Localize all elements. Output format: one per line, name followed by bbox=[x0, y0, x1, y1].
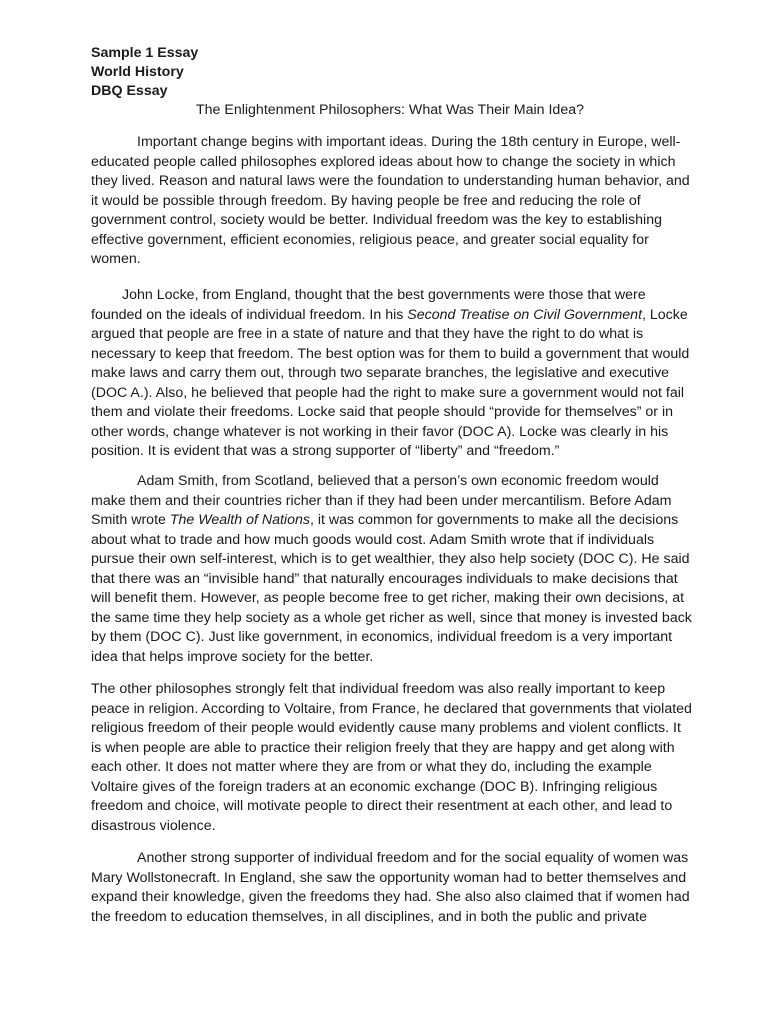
text-line: the freedom to education themselves, in all disciplines, and in both the public and private bbox=[91, 908, 648, 925]
header-line-type: DBQ Essay bbox=[91, 83, 168, 99]
text-segment: , Locke bbox=[642, 306, 688, 323]
text-line bbox=[91, 511, 681, 531]
text-line: they lived. Reason and natural laws were the foundation to understanding human behavior, and bbox=[91, 173, 690, 189]
text-line: make laws and carry them out, through two separate branches, the legislative and executive bbox=[91, 365, 670, 381]
essay-title: The Enlightenment Philosophers: What Was Their Main Idea? bbox=[196, 102, 584, 118]
text-line: pursue their own self-interest, which is to get wealthier, they also help society (DOC C). He said bbox=[91, 551, 690, 567]
text-line: Mary Wollstonecraft. In England, she saw the opportunity woman had to better themselves and bbox=[91, 869, 687, 886]
text-line: by them (DOC C). Just like government, in economics, individual freedom is a very important bbox=[91, 629, 673, 645]
text-line: freedom and choice, will motivate people to direct their resentment at each other, and lead to bbox=[91, 798, 673, 814]
text-line bbox=[91, 306, 688, 326]
text-line: other words, change whatever is not working in their favor (DOC A). Locke was clearly in his bbox=[91, 423, 669, 440]
text-line: religious freedom of their people would evidently cause many problems and violent conflicts. It bbox=[91, 720, 681, 736]
text-line: educated people called philosophes explored ideas about how to change the society in which bbox=[91, 153, 676, 170]
text-line: Voltaire gives of the foreign traders at an economic exchange (DOC B). Infringing religious bbox=[91, 778, 658, 795]
header-line-subject: World History bbox=[91, 64, 184, 80]
text-line: will benefit them. However, as people become free to get richer, making their own decisions, at bbox=[91, 590, 685, 606]
text-line: position. It is evident that was a strong supporter of “liberty” and “freedom.” bbox=[91, 443, 560, 459]
text-segment: , it was common for governments to make all the decisions bbox=[309, 512, 679, 528]
text-line: peace in religion. According to Voltaire, from France, he declared that governments that violated bbox=[91, 700, 692, 717]
text-line: argued that people are free in a state of nature and that they have the right to do what is bbox=[91, 326, 644, 342]
text-line: make them and their countries richer than if they had been under mercantilism. Before Adam bbox=[91, 492, 672, 509]
text-line: Another strong supporter of individual freedom and for the social equality of women was bbox=[137, 850, 689, 866]
text-line: necessary to keep that freedom. The best option was for them to build a government that would bbox=[91, 345, 690, 362]
paragraph-wollstonecraft bbox=[91, 849, 690, 927]
book-title-smith: The Wealth of Nations bbox=[169, 512, 310, 528]
paragraph-voltaire bbox=[91, 680, 692, 836]
text-line: them and violate their freedoms. Locke said that people should “provide for themselves” or in bbox=[91, 404, 673, 420]
book-title-locke: Second Treatise on Civil Government bbox=[407, 306, 643, 323]
header-line-sample: Sample 1 Essay bbox=[91, 45, 199, 61]
text-line: each other. It does not matter where they are from or what they do, including the example bbox=[91, 759, 652, 775]
text-line: Important change begins with important ideas. During the 18th century in Europe, well- bbox=[137, 134, 681, 150]
text-segment: Smith wrote bbox=[91, 512, 170, 528]
text-line: effective government, efficient economies, religious peace, and greater social equality for bbox=[91, 231, 649, 248]
text-line: about what to trade and how much goods would cost. Adam Smith wrote that if individuals bbox=[91, 531, 655, 548]
text-line: that there was an “invisible hand” that naturally encourages individuals to make decisions that bbox=[91, 570, 678, 587]
text-line: expand their knowledge, given the freedoms they had. She also also claimed that if women had bbox=[91, 889, 690, 905]
paragraph-intro bbox=[91, 133, 690, 270]
paragraph-locke bbox=[91, 286, 690, 462]
essay-header bbox=[91, 44, 198, 101]
text-line: (DOC A.). Also, he believed that people had the right to make sure a government would not fail bbox=[91, 384, 685, 401]
text-line: Adam Smith, from Scotland, believed that a person’s own economic freedom would bbox=[137, 473, 659, 489]
text-segment: founded on the ideals of individual freedom. In his bbox=[91, 306, 408, 323]
text-line: government control, society would be better. Individual freedom was the key to establishing bbox=[91, 212, 662, 228]
text-line: is when people are able to practice their religion freely that they are happy and get along with bbox=[91, 739, 675, 756]
text-line: disastrous violence. bbox=[91, 817, 216, 834]
text-line: the same time they help society as a whole get richer as well, since that money is invested back bbox=[91, 609, 692, 626]
paragraph-smith bbox=[91, 472, 692, 667]
text-line: women. bbox=[91, 251, 141, 267]
text-line: it would be possible through freedom. By having people be free and reducing the role of bbox=[91, 192, 641, 209]
text-line: idea that helps improve society for the better. bbox=[91, 648, 374, 665]
text-line: The other philosophes strongly felt that individual freedom was also really important to keep bbox=[91, 681, 666, 697]
text-line: John Locke, from England, thought that the best governments were those that were bbox=[122, 287, 646, 303]
